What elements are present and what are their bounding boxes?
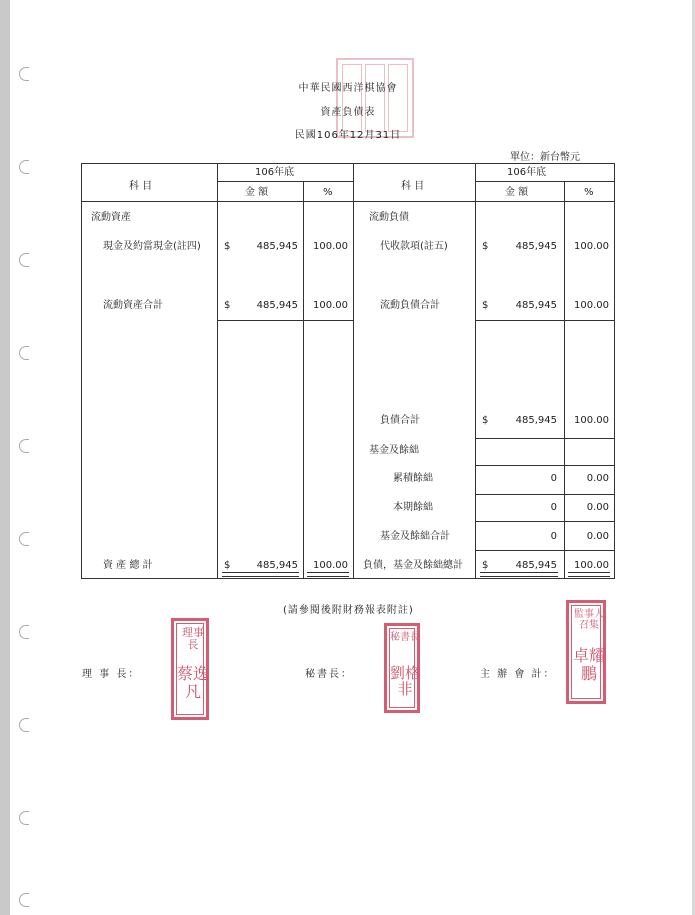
total-assets-double-underline (307, 572, 349, 577)
punch-hole (19, 439, 29, 453)
accountant-signature-label: 主 辦 會 計： (480, 669, 556, 680)
financial-notes-reference: (請參閱後附財務報表附註) (283, 605, 414, 616)
total-liabilities-currency: $ (482, 415, 489, 426)
grand-total-percent: 100.00 (574, 560, 609, 571)
total-liabilities-amount: 485,945 (515, 415, 557, 426)
collections-currency: $ (482, 241, 489, 252)
total-assets-amount: 485,945 (256, 560, 298, 571)
grand-total-label: 負債，基金及餘絀總計 (363, 560, 463, 571)
accumulated-surplus-label: 累積餘絀 (393, 473, 433, 484)
punch-hole (19, 718, 29, 732)
fund-total-percent: 0.00 (586, 531, 609, 542)
header-amount-right: 金 額 (505, 187, 529, 198)
secretary-seal (384, 623, 420, 713)
total-assets-double-underline (222, 572, 299, 577)
current-assets-total-percent: 100.00 (313, 300, 348, 311)
collections-percent: 100.00 (574, 241, 609, 252)
header-subject-left: 科 目 (129, 181, 153, 192)
total-assets-label: 資 產 總 計 (103, 560, 153, 571)
report-date: 民國106年12月31日 (294, 130, 402, 141)
supervisor-seal-name: 卓耀鵬 (572, 646, 605, 683)
header-percent-right: % (584, 187, 594, 198)
grand-total-double-underline (480, 572, 558, 577)
grand-total-currency: $ (482, 560, 489, 571)
total-liabilities-label: 負債合計 (380, 415, 420, 426)
collections-label: 代收款項(註五) (380, 241, 448, 252)
current-assets-total-currency: $ (224, 300, 231, 311)
grand-total-amount: 485,945 (515, 560, 557, 571)
punch-hole (19, 811, 29, 825)
fund-total-label: 基金及餘絀合計 (380, 531, 450, 542)
header-percent-left: % (323, 187, 333, 198)
current-liabilities-total-percent: 100.00 (574, 300, 609, 311)
collections-amount: 485,945 (515, 241, 557, 252)
punch-hole (19, 893, 29, 907)
current-liabilities-heading: 流動負債 (369, 212, 409, 223)
accumulated-surplus-amount: 0 (550, 473, 557, 484)
balance-sheet-table (81, 163, 615, 579)
punch-hole (19, 532, 29, 546)
header-subject-right: 科 目 (401, 181, 425, 192)
cash-label: 現金及約當現金(註四) (103, 241, 201, 252)
header-amount-left: 金 額 (245, 187, 269, 198)
report-title: 資產負債表 (320, 107, 376, 118)
header-period-left: 106年底 (255, 167, 295, 178)
current-surplus-amount: 0 (550, 502, 557, 513)
page-edge (0, 0, 10, 915)
total-assets-currency: $ (224, 560, 231, 571)
current-liabilities-total-currency: $ (482, 300, 489, 311)
header-period-right: 106年底 (507, 167, 547, 178)
punch-hole (19, 253, 29, 267)
secretary-seal-name: 劉格非 (390, 664, 421, 698)
punch-hole (19, 625, 29, 639)
punch-hole (19, 160, 29, 174)
supervisor-seal-title: 監事人召集 (574, 609, 604, 631)
current-liabilities-total-amount: 485,945 (515, 300, 557, 311)
current-assets-total-amount: 485,945 (256, 300, 298, 311)
current-liabilities-total-label: 流動負債合計 (380, 300, 440, 311)
accumulated-surplus-percent: 0.00 (586, 473, 609, 484)
cash-percent: 100.00 (313, 241, 348, 252)
grand-total-double-underline (568, 572, 610, 577)
current-surplus-percent: 0.00 (586, 502, 609, 513)
current-surplus-label: 本期餘絀 (393, 502, 433, 513)
total-liabilities-percent: 100.00 (574, 415, 609, 426)
punch-hole (19, 346, 29, 360)
current-assets-heading: 流動資產 (91, 212, 131, 223)
fund-heading: 基金及餘絀 (369, 445, 419, 456)
chairman-signature-label: 理 事 長： (82, 669, 141, 680)
currency-unit: 單位：新台幣元 (510, 152, 580, 163)
cash-amount: 485,945 (256, 241, 298, 252)
cash-currency: $ (224, 241, 231, 252)
chairman-seal-title: 理事長 (182, 626, 204, 651)
organization-name: 中華民國西洋棋協會 (298, 83, 398, 94)
current-assets-total-label: 流動資產合計 (103, 300, 163, 311)
fund-total-amount: 0 (550, 531, 557, 542)
total-assets-percent: 100.00 (313, 560, 348, 571)
secretary-seal-title: 秘書長 (390, 632, 420, 643)
secretary-signature-label: 秘書長： (305, 669, 353, 680)
chairman-seal-name: 蔡逸凡 (177, 664, 210, 701)
chairman-seal (171, 618, 209, 720)
supervisor-seal (566, 600, 606, 704)
punch-hole (19, 67, 29, 81)
